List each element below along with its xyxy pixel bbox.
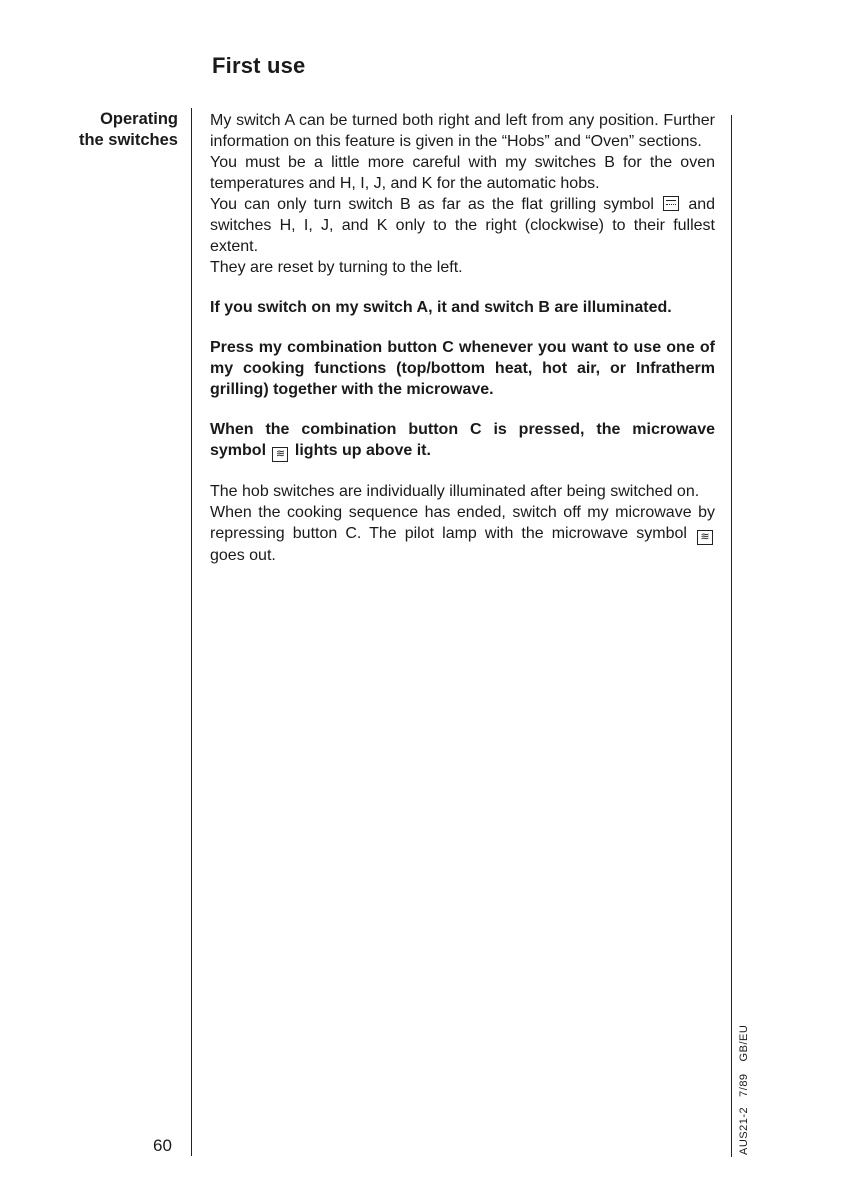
section-heading-line2: the switches xyxy=(78,131,178,149)
document-code-region: GB/EU xyxy=(738,1024,750,1062)
note-microwave-symbol-text2: lights up above it. xyxy=(290,442,431,459)
note-combination-button: Press my combination button C whenever you want to use one of my cooking functions (top/bottom heat, hot air, or Infratherm grilling) together with the microwave. xyxy=(210,339,715,398)
body-content xyxy=(210,110,715,566)
flat-grill-icon xyxy=(663,196,679,211)
document-code-date: 7/89 xyxy=(738,1073,750,1097)
page-number: 60 xyxy=(153,1136,172,1155)
paragraph-reset: They are reset by turning to the left. xyxy=(210,259,463,276)
paragraph-switch-a: My switch A can be turned both right and left from any position. Further information on this feature is given in the “Hobs” and “Oven” sections. xyxy=(210,112,715,150)
microwave-icon: ≋ xyxy=(272,447,288,462)
note-microwave-symbol xyxy=(210,419,715,462)
note-microwave-symbol-text1: When the combination button C is pressed, the microwave symbol xyxy=(210,421,715,459)
paragraph-switch-off xyxy=(210,502,715,566)
paragraph-switch-off-text1: When the cooking sequence has ended, switch off my microwave by repressing button C. The pilot lamp with the microwave symbol xyxy=(210,504,715,542)
note-switch-a-illuminated: If you switch on my switch A, it and switch B are illuminated. xyxy=(210,299,672,316)
section-heading-line1: Operating xyxy=(100,110,178,128)
paragraph-hob-illumination: The hob switches are individually illuminated after being switched on. xyxy=(210,483,700,500)
section-heading xyxy=(40,109,178,151)
paragraph-grill-limit-text1: You can only turn switch B as far as the flat grilling symbol xyxy=(210,196,662,213)
microwave-icon: ≋ xyxy=(697,530,713,545)
document-code-model: AUS21-2 xyxy=(738,1106,750,1155)
page-title: First use xyxy=(212,53,306,78)
left-margin-rule xyxy=(191,108,192,1156)
paragraph-grill-limit xyxy=(210,194,715,257)
right-margin-rule xyxy=(731,115,732,1157)
paragraph-switch-b-care: You must be a little more careful with my switches B for the oven temperatures and H, I, J, and K for the automatic hobs. xyxy=(210,154,715,192)
document-code xyxy=(738,1025,750,1155)
paragraph-switch-off-text2: goes out. xyxy=(210,547,276,564)
paragraph-grill-limit-text2: and switches H, I, J, and K only to the right (clockwise) to their fullest extent. xyxy=(210,196,716,255)
